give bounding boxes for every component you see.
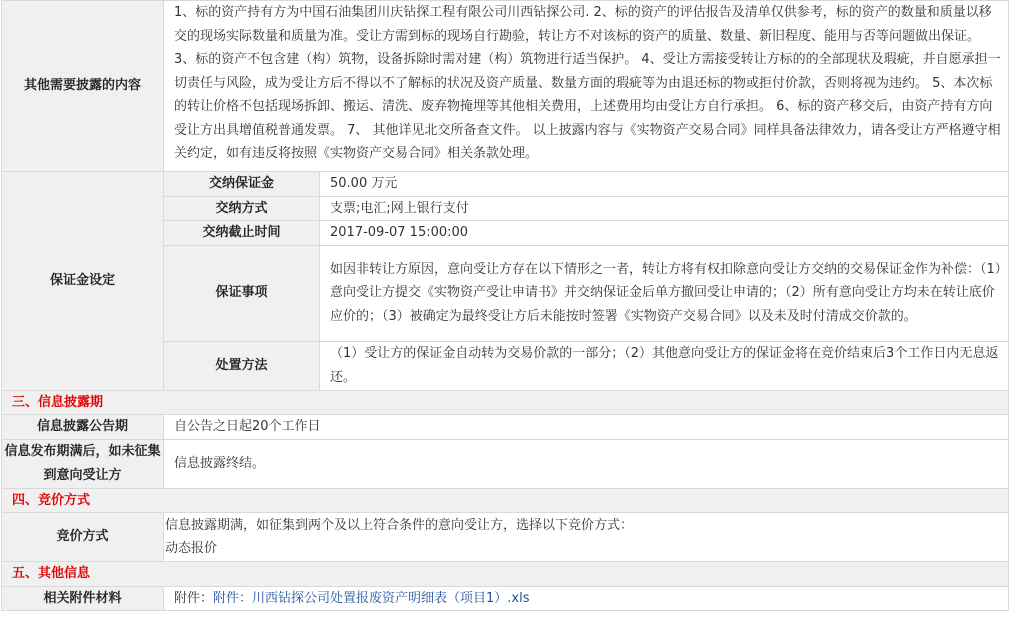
disclosure-row (2, 1, 1009, 172)
section-5-title: 五、其他信息 (2, 562, 1009, 587)
deposit-method: 支票;电汇;网上银行支付 (320, 196, 1009, 221)
attachments-label: 相关附件材料 (2, 586, 164, 611)
expiry-value: 信息披露终结。 (164, 439, 1009, 488)
bidding-method-line1: 信息披露期满，如征集到两个及以上符合条件的意向受让方，选择以下竞价方式： (165, 517, 634, 533)
attachments-value (164, 586, 1009, 611)
deposit-deadline: 2017-09-07 15:00:00 (320, 221, 1009, 246)
bidding-method-value (164, 513, 1009, 562)
disclosure-period: 自公告之日起20个工作日 (164, 415, 1009, 440)
attachment-prefix: 附件： (174, 590, 214, 606)
attachment-link[interactable]: 附件：川西钻探公司处置报废资产明细表（项目1）.xls (213, 590, 530, 606)
deposit-matters-label: 保证事项 (164, 245, 320, 341)
deposit-matters: 如因非转让方原因，意向受让方存在以下情形之一者，转让方将有权扣除意向受让方交纳的交易保证金作为补偿：（1）意向受让方提交《实物资产受让申请书》并交纳保证金后单方撤回受让申请的；（2）所有意向受让方均未在转让底价应价的；（3）被确定为最终受让方后未能按时签署《实物资产交易合同》以及未及时付清成交价款的。 (320, 245, 1009, 341)
deposit-amount: 50.00 万元 (320, 172, 1009, 197)
deposit-disposal: （1）受让方的保证金自动转为交易价款的一部分；（2）其他意向受让方的保证金将在竞价结束后3个工作日内无息返还。 (320, 341, 1009, 390)
disclosure-label: 其他需要披露的内容 (2, 1, 164, 172)
disclosure-period-label: 信息披露公告期 (2, 415, 164, 440)
deposit-deadline-label: 交纳截止时间 (164, 221, 320, 246)
deposit-disposal-label: 处置方法 (164, 341, 320, 390)
deposit-label: 保证金设定 (2, 172, 164, 391)
deposit-amount-label: 交纳保证金 (164, 172, 320, 197)
section-3-title: 三、信息披露期 (2, 390, 1009, 415)
deposit-method-label: 交纳方式 (164, 196, 320, 221)
bidding-method-line2: 动态报价 (165, 541, 218, 556)
disclosure-text: 1、标的资产持有方为中国石油集团川庆钻探工程有限公司川西钻探公司. 2、标的资产的评估报告及清单仅供参考，标的资产的数量和质量以移交的现场实际数量和质量为准。受让方需到标的现场自行勘验，转让方不对该标的资产的质量、数量、新旧程度、能用与否等问题做出保证。 3、标的资产不包含建（构）筑物，设备拆除时需对建（构）筑物进行适当保护。 4、受让方需接受转让方标的的全部现状及瑕疵，并自愿承担一切责任与风险，成为受让方后不得以不了解标的状况及资产质量、数量方面的瑕疵等为由退还标的物或拒付价款，否则将视为违约。 5、本次标的转让价格不包括现场拆卸、搬运、清洗、废弃物掩埋等其他相关费用，上述费用均由受让方自行承担。 6、标的资产移交后，由资产持有方向受让方出具增值税普通发票。 7、 其他详见北交所备查文件。 以上披露内容与《实物资产交易合同》同样具备法律效力，请各受让方严格遵守相关约定，如有违反将按照《实物资产交易合同》相关条款处理。 (164, 1, 1009, 172)
bidding-method-label: 竞价方式 (2, 513, 164, 562)
section-4-title: 四、竞价方式 (2, 488, 1009, 513)
info-table (1, 0, 1009, 611)
expiry-label: 信息发布期满后，如未征集到意向受让方 (2, 439, 164, 488)
